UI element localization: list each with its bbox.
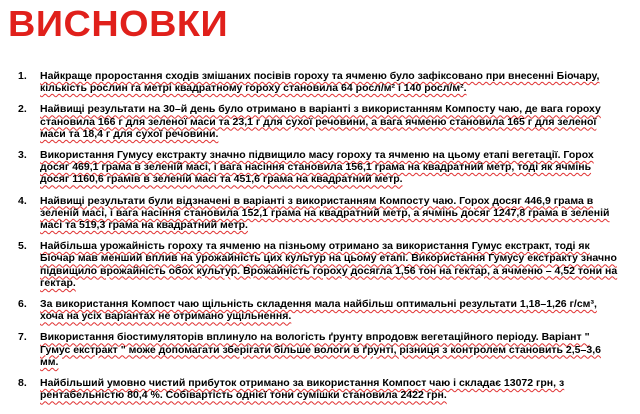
item-text: За використання Компост чаю щільність складення мала найбільш оптимальні результати 1,18–1,26 г/см³, хоча на усіх варіантах не отримано ущільнення. <box>40 298 597 323</box>
item-number: 1. <box>18 70 27 82</box>
list-item <box>18 331 618 368</box>
list-item <box>18 195 618 232</box>
page-title: ВИСНОВКИ <box>8 3 229 44</box>
item-text: Найбільша урожайність гороху та ячменю на пізньому отримано за використання Гумус екстракт, тоді як Біочар мав менший вплив на урожайність цих культур на цьому етапі. Використання Гумусу екстракту значно підвищило врожайність обох культур. Врожайність гороху досягла 1,56 тон на гектар, а ячменю – 4,52 тони на гектар. <box>40 240 618 289</box>
item-number: 2. <box>18 103 27 116</box>
item-text: Найвищі результати були відзначені в варіанті з використанням Компосту чаю. Горох досяг 446,9 грама в зеленій масі, і вага насіння становила 152,1 грама на квадратний метр, а ячмінь досяг 1247,8 грама в зеленій масі та 519,3 грама на квадратний метр. <box>40 194 610 232</box>
item-text: Найкраще проростання сходів змішаних посівів гороху та ячменю було зафіксовано при внесенні Біочару, кількість рослин га метрі квадратному гороху становила 64 росл/м² і 140 росл/м². <box>40 70 600 95</box>
item-number: 6. <box>18 298 27 311</box>
item-number: 7. <box>18 331 27 344</box>
item-text: Використання Гумусу екстракту значно підвищило масу гороху та ячменю на цьому етапі вегетації. Горох досяг 469,1 грама в зеленій масі, і вага насіння становила 156,1 грама на квадратний метр, тоді як ячмінь досяг 1160,6 грамів в зеленій масі та 451,6 грама на квадратний метр. <box>40 149 594 186</box>
item-text: Найвищі результати на 30–й день було отримано в варіанті з використанням Компосту чаю, де вага гороху становила 166 г для зеленої маси та 23,1 г для сухої речовини, а вага ячменю становила 165 г для зеленої маси та 18,4 г для сухої речовини. <box>40 103 601 140</box>
item-number: 8. <box>18 377 27 390</box>
list-item <box>18 377 618 401</box>
list-item <box>18 149 618 186</box>
item-text: Найбільший умовно чистий прибуток отримано за використання Компост чаю і складає 13072 грн, з рентабельністю 80,4 %. Собівартість однієї тони сумішки становила 2422 грн. <box>40 377 565 402</box>
item-number: 3. <box>18 149 27 162</box>
item-text: Використання біостимуляторів вплинуло на вологість ґрунту впродовж вегетаційного періоду. Варіант " Гумус екстракт " може допомагати зберігати більше вологи в ґрунті, різниця з контролем становить 2,5–3,6 мм. <box>40 331 601 368</box>
list-item <box>18 240 618 289</box>
item-number: 5. <box>18 240 27 253</box>
list-item <box>18 103 618 140</box>
conclusions-list <box>18 70 618 410</box>
list-item <box>18 298 618 322</box>
item-number: 4. <box>18 194 27 207</box>
list-item <box>18 70 618 94</box>
